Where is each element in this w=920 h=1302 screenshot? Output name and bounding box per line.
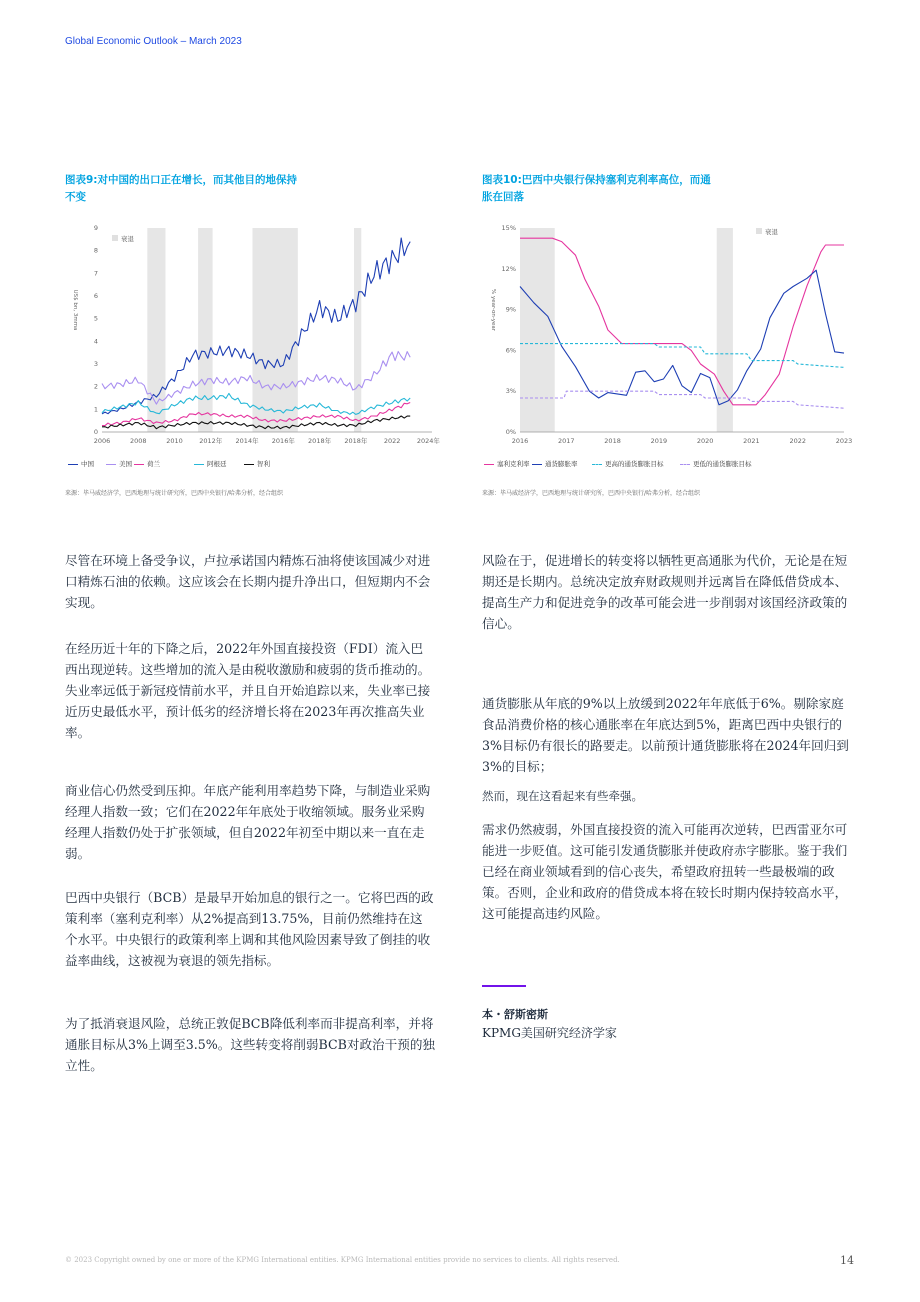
chart9-legend-item-chile: [244, 459, 270, 468]
chart9-legend-item-china: [68, 459, 94, 468]
footer-copyright: © 2023 Copyright owned by one or more of the KPMG International entities. KPMG International entities provide no services to clients. All rights reserved.: [65, 1256, 620, 1264]
chart9-legend-item-netherlands: [134, 459, 160, 468]
legend-label: 塞利克利率: [497, 460, 530, 468]
recession-band: [520, 228, 555, 432]
recession-band: [354, 228, 361, 432]
x-tick-label: 2020: [696, 437, 714, 445]
x-tick-label: 2012年: [199, 437, 223, 445]
y-tick-label: 3%: [505, 387, 516, 396]
recession-legend-swatch: [756, 228, 762, 234]
page-number: 14: [840, 1254, 854, 1267]
y-axis-label: US$ bn, 3mma: [72, 289, 78, 331]
chart9-title: [65, 172, 325, 206]
legend-label: 荷兰: [147, 460, 160, 468]
chart9-plot: [60, 218, 450, 450]
legend-label: 通货膨胀率: [545, 460, 578, 468]
chart10-title-line2: 胀在回落: [482, 191, 524, 203]
recession-legend-label: 衰退: [765, 228, 778, 236]
legend-swatch: [68, 464, 78, 465]
y-tick-label: 6%: [505, 346, 516, 355]
x-tick-label: 2019: [650, 437, 668, 445]
recession-band: [198, 228, 213, 432]
left-paragraph-4: 巴西中央银行（BCB）是最早开始加息的银行之一。它将巴西的政策利率（塞利克利率）从2%提高到13.75%，目前仍然维持在这个水平。中央银行的政策利率上调和其他风险因素导致了倒挂的收益率曲线，这被视为衰退的领先指标。: [65, 890, 434, 968]
x-tick-label: 2018年: [344, 437, 368, 445]
author-role: KPMG美国研究经济学家: [482, 1026, 617, 1040]
chart10-title-line1: 图表10:巴西中央银行保持塞利克利率高位，而通: [482, 174, 711, 186]
y-tick-label: 9: [93, 224, 98, 232]
x-tick-label: 2016: [511, 437, 529, 445]
chart10-legend-item-upper-target: [592, 459, 664, 468]
chart10-title: [482, 172, 742, 206]
chart10-legend-item-lower-target: [680, 459, 752, 468]
chart10-plot: [478, 218, 856, 450]
x-tick-label: 2010: [166, 437, 183, 445]
series-line-4: [520, 391, 844, 408]
chart9-title-line2: 不变: [65, 191, 86, 203]
series-line-3: [520, 344, 844, 368]
recession-legend-swatch: [112, 235, 118, 241]
legend-label: 更低的通货膨胀目标: [693, 460, 752, 468]
left-paragraph-3: 商业信心仍然受到压抑。年底产能利用率趋势下降，与制造业采购经理人指数一致；它们在2022年年底处于收缩领域。服务业采购经理人指数仍处于扩张领域，但自2022年初至中期以来一直在走弱。: [65, 783, 431, 861]
y-tick-label: 7: [93, 269, 98, 278]
chart10-legend-item-selic: [484, 459, 530, 468]
chart9-title-line1: 图表9:对中国的出口正在增长，而其他目的地保持: [65, 174, 298, 186]
y-tick-label: 4: [93, 337, 98, 346]
x-tick-label: 2024年: [416, 437, 440, 445]
left-paragraph-5: 为了抵消衰退风险，总统正敦促BCB降低利率而非提高利率，并将通胀目标从3%上调至3.5%。这些转变将削弱BCB对政治干预的独立性。: [65, 1016, 436, 1073]
recession-legend-label: 衰退: [121, 235, 134, 243]
legend-label: 智利: [257, 460, 270, 468]
document-header: Global Economic Outlook – March 2023: [65, 36, 242, 47]
right-paragraph-2: 通货膨胀从年底的9%以上放缓到2022年年底低于6%。剔除家庭食品消费价格的核心通胀率在年底达到5%，距离巴西中央银行的3%目标仍有很长的路要走。以前预计通货膨胀将在2024年回归到3%的目标；: [482, 696, 849, 774]
x-tick-label: 2023: [835, 437, 853, 445]
x-tick-label: 2022: [383, 437, 401, 445]
recession-band: [252, 228, 297, 432]
right-paragraph-4: 需求仍然疲弱，外国直接投资的流入可能再次逆转，巴西雷亚尔可能进一步贬值。这可能引发通货膨胀并使政府赤字膨胀。鉴于我们已经在商业领域看到的信心丧失，希望政府扭转一些最极端的政策。否则，企业和政府的借贷成本将在较长时期内保持较高水平，这可能提高违约风险。: [482, 822, 848, 921]
left-paragraph-2: 在经历近十年的下降之后，2022年外国直接投资（FDI）流入巴西出现逆转。这些增加的流入是由税收激励和疲弱的货币推动的。失业率远低于新冠疫情前水平，并且自开始追踪以来，失业率已接近历史最低水平，预计低劣的经济增长将在2023年再次推高失业率。: [65, 641, 431, 740]
y-axis-label: % year-on-year: [490, 289, 496, 331]
x-tick-label: 2006: [93, 437, 111, 445]
series-line-2: [520, 270, 844, 405]
y-tick-label: 9%: [505, 305, 516, 314]
x-tick-label: 2021: [743, 437, 760, 445]
chart10-source: 来源：毕马威经济学，巴西地理与统计研究所，巴西中央银行/哈弗分析，经合组织: [482, 490, 701, 497]
y-tick-label: 6: [93, 292, 98, 300]
legend-label: 更高的通货膨胀目标: [605, 460, 664, 468]
chart9-legend-item-usa: [106, 459, 132, 468]
x-tick-label: 2018年: [308, 437, 332, 445]
x-tick-label: 2022: [789, 437, 806, 445]
y-tick-label: 1: [93, 405, 98, 414]
x-tick-label: 2018: [604, 437, 621, 445]
right-paragraph-1: 风险在于，促进增长的转变将以牺牲更高通胀为代价，无论是在短期还是长期内。总统决定放弃财政规则并远离旨在降低借贷成本、提高生产力和促进竞争的改革可能会进一步削弱对该国经济政策的信心。: [482, 553, 848, 631]
y-tick-label: 5: [93, 314, 98, 323]
y-tick-label: 8: [93, 246, 98, 255]
left-paragraph-1: 尽管在环境上备受争议，卢拉承诺国内精炼石油将使该国减少对进口精炼石油的依赖。这应该会在长期内提升净出口，但短期内不会实现。: [65, 553, 431, 610]
recession-band: [147, 228, 165, 432]
chart10-legend-item-inflation: [532, 459, 578, 468]
chart9-source: 来源：毕马威经济学，巴西地理与统计研究所，巴西中央银行/哈弗分析，经合组织: [65, 490, 284, 497]
y-tick-label: 3: [93, 360, 98, 368]
x-tick-label: 2008: [129, 437, 147, 445]
series-line-1: [520, 238, 844, 405]
legend-label: 美国: [119, 460, 132, 468]
x-tick-label: 2016年: [271, 437, 295, 445]
chart9-legend-item-argentina: [194, 459, 227, 468]
y-tick-label: 12%: [501, 264, 516, 273]
right-paragraph-3: 然而，现在这看起来有些牵强。: [482, 789, 643, 803]
author-name: 本・舒斯密斯: [482, 1008, 548, 1021]
x-tick-label: 2017: [558, 437, 575, 445]
chart9-legend: [68, 459, 398, 471]
chart10-legend: [484, 459, 854, 471]
x-tick-label: 2014年: [235, 437, 259, 445]
legend-label: 阿根廷: [207, 460, 227, 468]
y-tick-label: 0: [93, 428, 98, 436]
y-tick-label: 15%: [501, 224, 516, 232]
y-tick-label: 0%: [505, 428, 516, 436]
author-divider: [482, 985, 526, 987]
y-tick-label: 2: [93, 382, 98, 391]
legend-label: 中国: [81, 460, 94, 468]
